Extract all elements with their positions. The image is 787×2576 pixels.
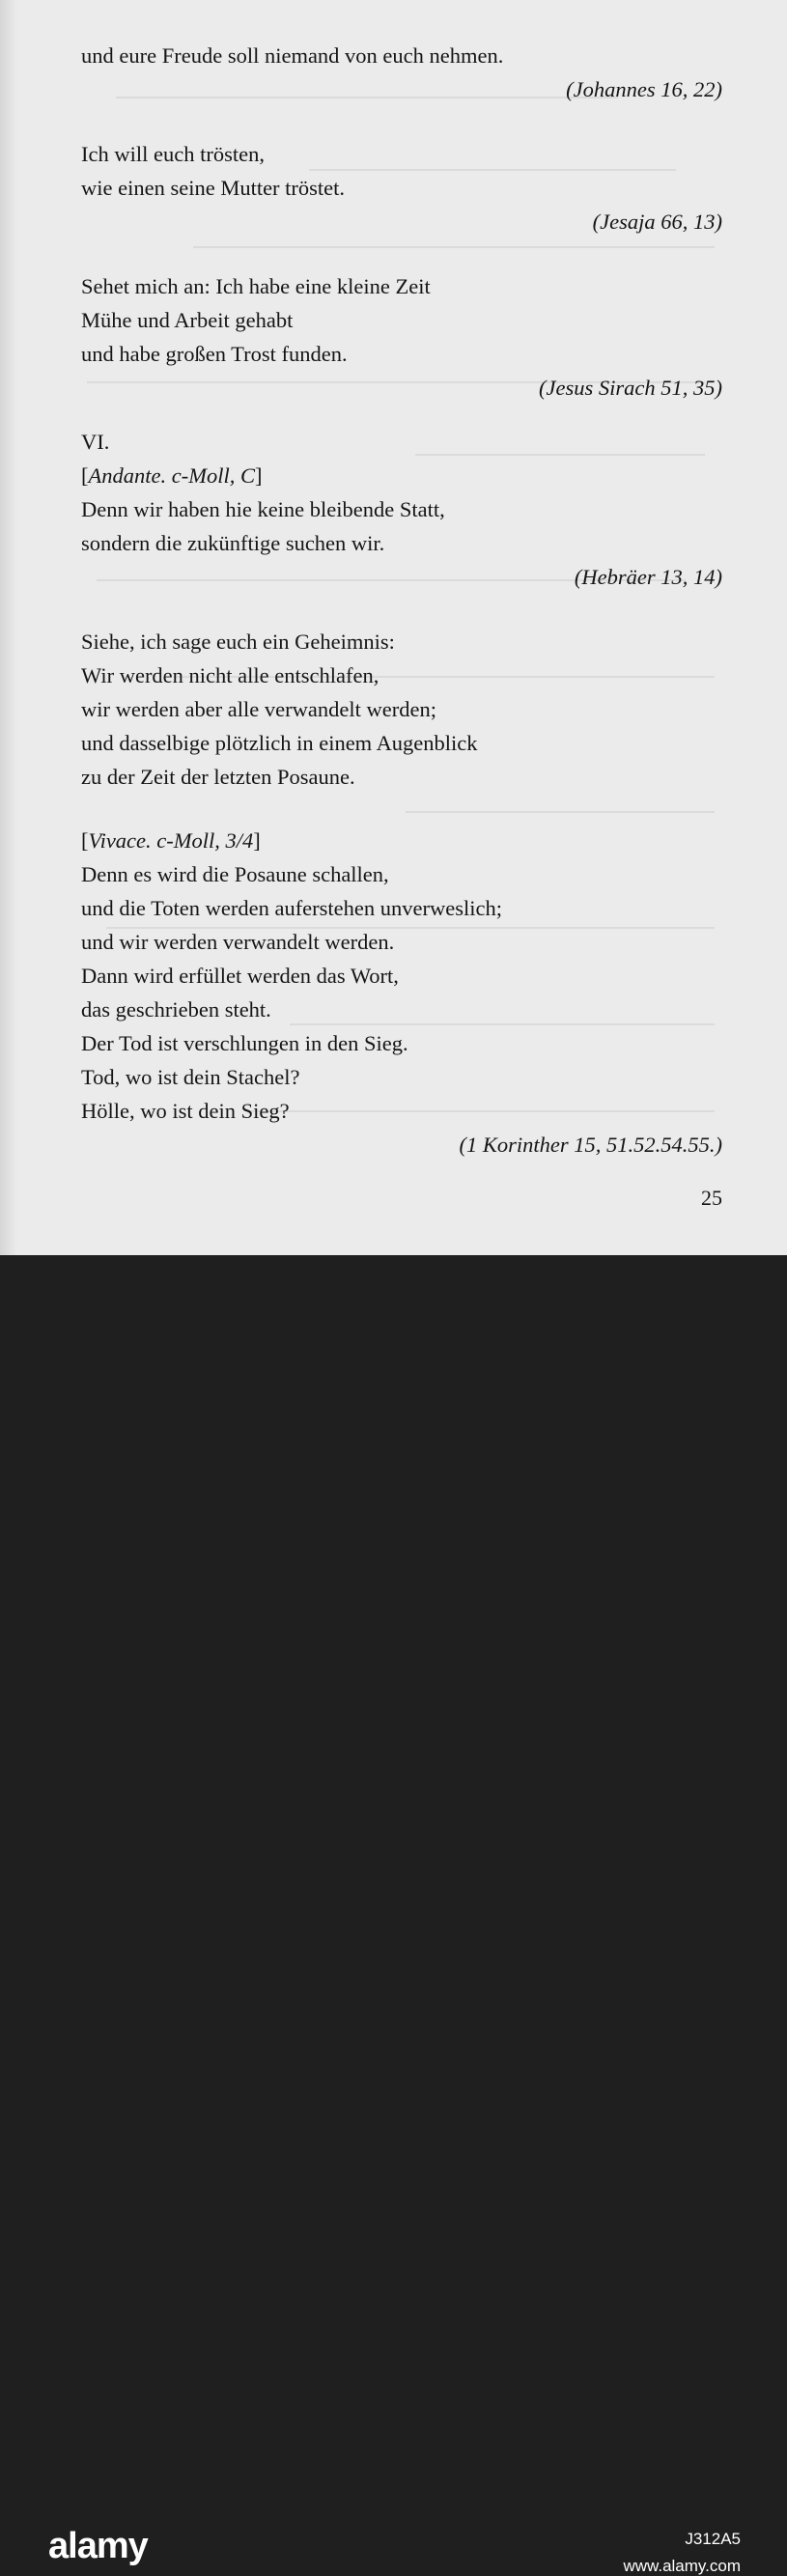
text-line: wir werden aber alle verwandelt werden; [81,697,436,721]
text-line: und eure Freude soll niemand von euch nehmen. [81,43,504,68]
alamy-logo: alamy [48,2526,148,2566]
text-line: und die Toten werden auferstehen unverweslich; [81,896,502,920]
page-text [81,39,722,1162]
site-url: www.alamy.com [623,2557,741,2575]
text-line: Siehe, ich sage euch ein Geheimnis: [81,630,395,654]
text-line: Der Tod ist verschlungen in den Sieg. [81,1031,408,1055]
book-page [0,0,787,1255]
text-line: Hölle, wo ist dein Sieg? [81,1099,290,1123]
scripture-reference: (Jesus Sirach 51, 35) [539,376,722,400]
text-line: sondern die zukünftige suchen wir. [81,531,385,555]
text-line: Denn wir haben hie keine bleibende Statt, [81,497,445,521]
section-heading: VI. [81,430,110,454]
text-line: Tod, wo ist dein Stachel? [81,1065,300,1089]
text-line: Dann wird erfüllet werden das Wort, [81,964,399,988]
text-line: und habe großen Trost funden. [81,342,348,366]
text-line: das geschrieben steht. [81,997,271,1022]
text-line: Wir werden nicht alle entschlafen, [81,663,379,687]
text-line: Denn es wird die Posaune schallen, [81,862,389,886]
text-line: wie einen seine Mutter tröstet. [81,176,346,200]
text-line: und wir werden verwandelt werden. [81,930,395,954]
image-id: J312A5 [685,2530,741,2548]
tempo-marking: [Vivace. c-Moll, 3/4] [81,828,261,853]
scripture-reference: (Jesaja 66, 13) [592,210,722,234]
text-line: und dasselbige plötzlich in einem Augenblick [81,731,478,755]
text-line: Mühe und Arbeit gehabt [81,308,294,332]
scripture-reference: (Johannes 16, 22) [566,77,722,101]
text-line: zu der Zeit der letzten Posaune. [81,765,355,789]
text-line: Sehet mich an: Ich habe eine kleine Zeit [81,274,431,298]
watermark-bar [0,1255,787,2575]
scripture-reference: (1 Korinther 15, 51.52.54.55.) [459,1133,722,1157]
text-line: Ich will euch trösten, [81,142,265,166]
page-number: 25 [701,1186,722,1210]
scripture-reference: (Hebräer 13, 14) [574,565,722,589]
tempo-marking: [Andante. c-Moll, C] [81,463,263,488]
